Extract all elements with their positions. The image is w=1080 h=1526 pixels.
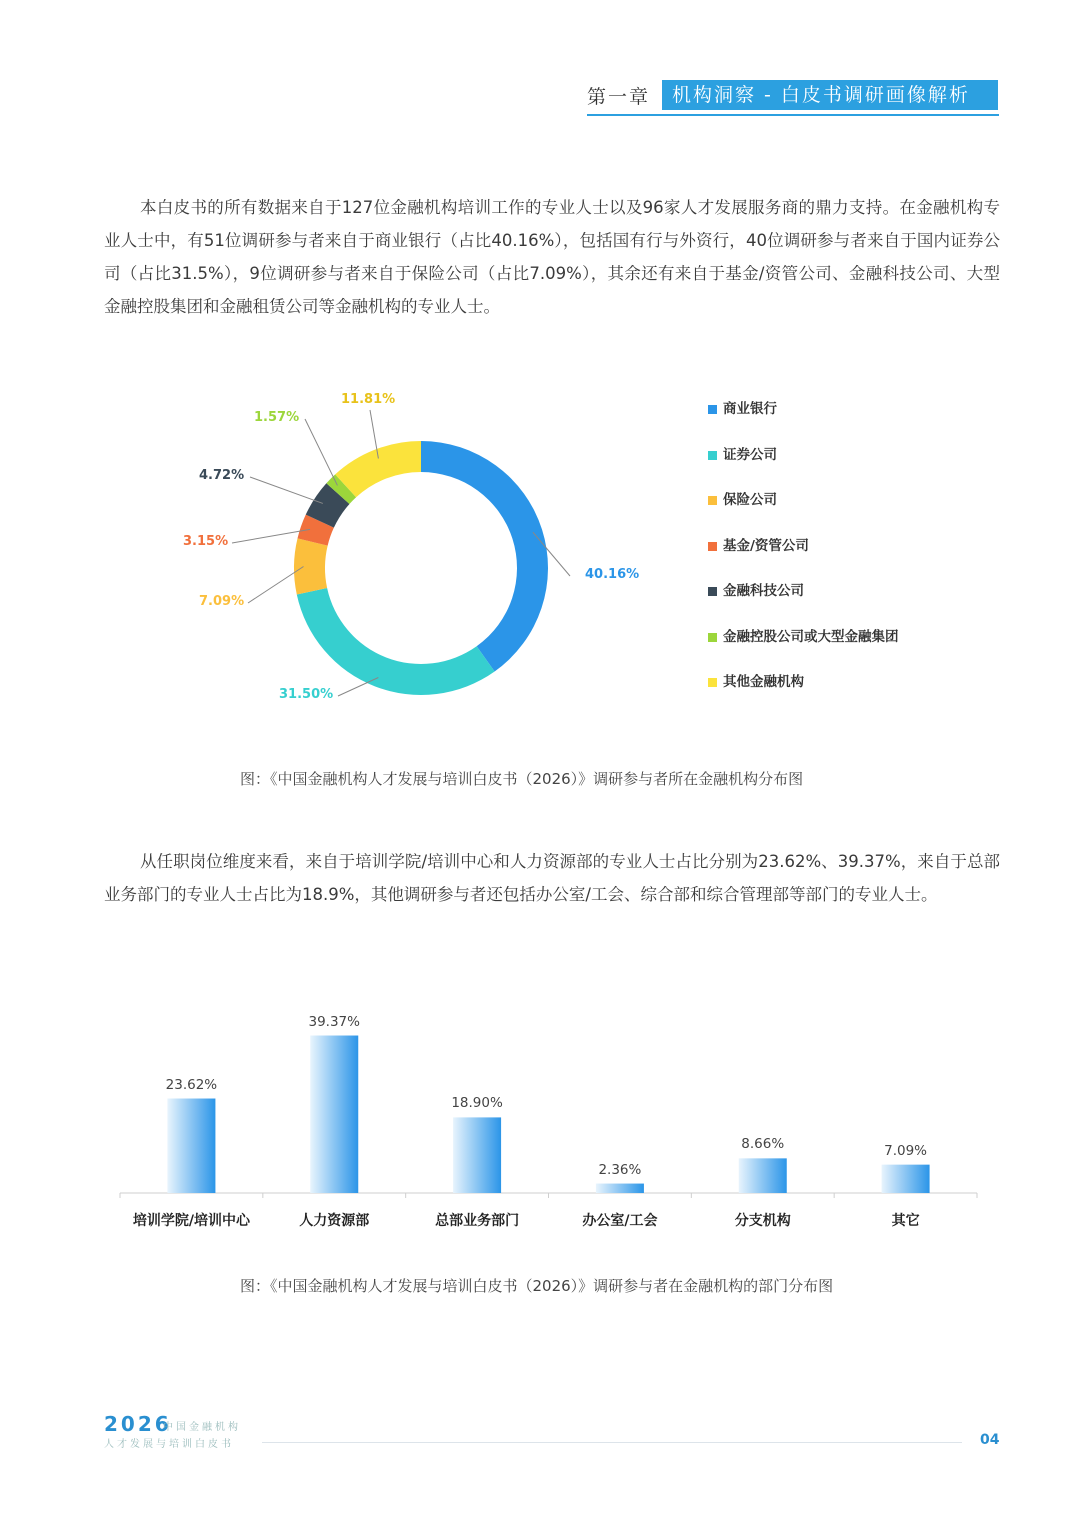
legend-label: 金融科技公司 bbox=[723, 583, 804, 599]
bar-value-label: 7.09% bbox=[884, 1142, 928, 1159]
bar-category-label: 人力资源部 bbox=[299, 1213, 370, 1229]
bar bbox=[310, 1036, 358, 1193]
donut-percent-label: 4.72% bbox=[199, 468, 245, 483]
bar-category-label: 其它 bbox=[891, 1213, 920, 1229]
bar-category-label: 培训学院/培训中心 bbox=[132, 1213, 250, 1229]
footer-subtitle-1: 中国金融机构 bbox=[163, 1422, 241, 1433]
legend-label: 证券公司 bbox=[723, 446, 777, 463]
bar-value-label: 8.66% bbox=[741, 1136, 785, 1153]
bar-value-label: 18.90% bbox=[451, 1095, 503, 1112]
intro-paragraph: 本白皮书的所有数据来自于127位金融机构培训工作的专业人士以及96家人才发展服务商的鼎力支持。在金融机构专业人士中，有51位调研参与者来自于商业银行（占比40.16%），包括国有行与外资行，40位调研参与者来自于国内证券公司（占比31.5%），9位调研参与者来自于保险公司（占比7.09%），其余还有来自于基金/资管公司、金融科技公司、大型金融控股集团和金融租赁公司等金融机构的专业人士。 bbox=[104, 198, 1000, 316]
bar bbox=[453, 1117, 501, 1193]
bar-value-label: 39.37% bbox=[308, 1013, 360, 1030]
legend-label: 其他金融机构 bbox=[723, 674, 804, 690]
bar-category-label: 办公室/工会 bbox=[582, 1213, 658, 1229]
legend-label: 保险公司 bbox=[723, 492, 777, 508]
donut-slice bbox=[294, 538, 328, 594]
bar bbox=[882, 1165, 930, 1193]
bar-value-label: 2.36% bbox=[598, 1161, 642, 1178]
donut-chart bbox=[0, 0, 1080, 760]
donut-slice bbox=[421, 441, 548, 671]
department-paragraph: 从任职岗位维度来看，来自于培训学院/培训中心和人力资源部的专业人士占比分别为23.62%、39.37%，来自于总部业务部门的专业人士占比为18.9%，其他调研参与者还包括办公室/工会、综合部和综合管理部等部门的专业人士。 bbox=[104, 852, 1000, 904]
bar-chart bbox=[0, 990, 1080, 1210]
page-number: 04 bbox=[980, 1432, 1000, 1448]
legend-label: 商业银行 bbox=[723, 401, 777, 417]
bar-category-label: 总部业务部门 bbox=[435, 1213, 520, 1229]
donut-leader-line bbox=[250, 477, 323, 503]
bar bbox=[167, 1099, 215, 1193]
legend-swatch bbox=[708, 405, 717, 414]
donut-slice bbox=[297, 588, 495, 695]
donut-percent-label: 11.81% bbox=[341, 392, 396, 407]
bar bbox=[739, 1158, 787, 1193]
donut-caption: 图：《中国金融机构人才发展与培训白皮书（2026）》调研参与者所在金融机构分布图 bbox=[240, 770, 804, 788]
donut-percent-label: 31.50% bbox=[279, 687, 334, 702]
legend-swatch bbox=[708, 451, 717, 460]
footer-year: 2026 bbox=[104, 1412, 172, 1436]
legend-label: 金融控股公司或大型金融集团 bbox=[723, 628, 899, 645]
bar-caption: 图：《中国金融机构人才发展与培训白皮书（2026）》调研参与者在金融机构的部门分布图 bbox=[240, 1277, 834, 1295]
donut-percent-label: 7.09% bbox=[199, 594, 245, 609]
chapter-label: 第一章 bbox=[587, 86, 651, 108]
donut-leader-line bbox=[338, 677, 378, 696]
footer-subtitle-2: 人才发展与培训白皮书 bbox=[104, 1439, 234, 1450]
legend-label: 基金/资管公司 bbox=[723, 537, 809, 554]
donut-percent-label: 40.16% bbox=[585, 567, 640, 582]
legend-swatch bbox=[708, 496, 717, 505]
footer-rule bbox=[262, 1442, 962, 1443]
legend-swatch bbox=[708, 678, 717, 687]
legend-swatch bbox=[708, 633, 717, 642]
donut-percent-label: 3.15% bbox=[183, 534, 229, 549]
legend-swatch bbox=[708, 542, 717, 551]
bar-category-label: 分支机构 bbox=[734, 1213, 791, 1229]
chapter-title: 机构洞察 - 白皮书调研画像解析 bbox=[662, 80, 998, 110]
donut-leader-line bbox=[305, 419, 337, 485]
legend-swatch bbox=[708, 587, 717, 596]
bar bbox=[596, 1184, 644, 1193]
donut-percent-label: 1.57% bbox=[254, 410, 300, 425]
bar-value-label: 23.62% bbox=[165, 1076, 218, 1093]
